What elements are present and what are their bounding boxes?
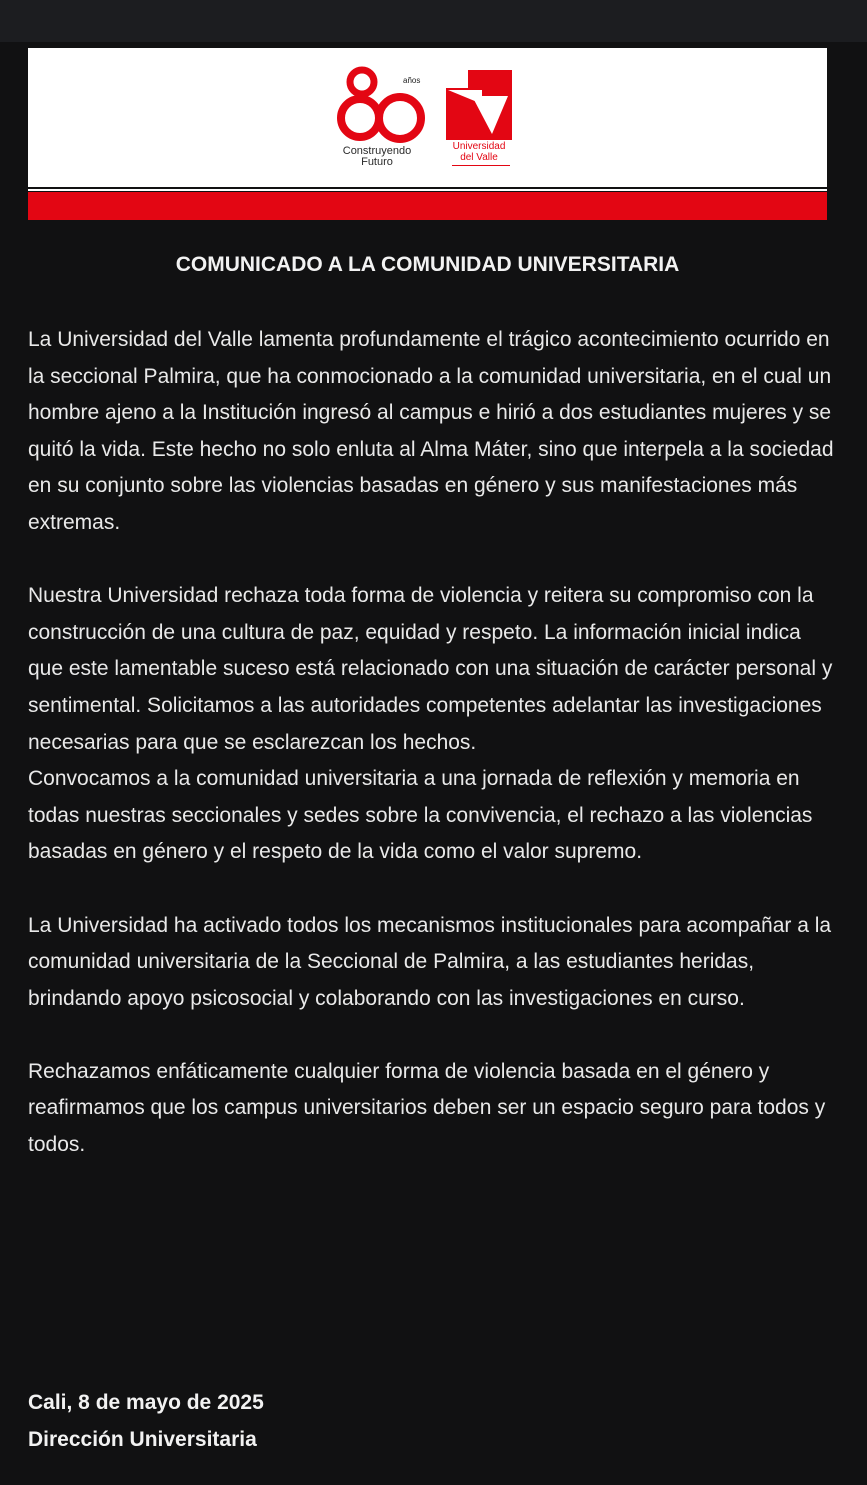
logo-80-years-label: años [403,76,421,85]
logo-80-graphic [337,66,437,148]
document-title: COMUNICADO A LA COMUNIDAD UNIVERSITARIA [175,253,680,276]
universidad-del-valle-logo [442,70,516,174]
univalle-name-line-1: Universidad [452,141,506,152]
univalle-shield-icon [442,70,516,142]
banner-divider [28,189,827,191]
top-status-bar [0,0,867,42]
univalle-name-line-2: del Valle [460,152,498,163]
paragraph-2: Nuestra Universidad rechaza toda forma de violencia y reitera su compromiso con la construcción de una cultura de paz, equidad y respeto. La información inicial indica que este lamentable suceso está relacionado con una situación de carácter personal y sentimental. Solicitamos a las autoridades competentes adelantar las investigaciones necesarias para que se esclarezcan los hechos. [28,584,833,754]
signature: Dirección Universitaria [28,1427,257,1451]
banner-red-stripe [28,192,827,220]
letterhead-banner [28,48,827,220]
paragraph-3: Convocamos a la comunidad universitaria a una jornada de reflexión y memoria en todas nuestras seccionales y sedes sobre la convivencia, el rechazo a las violencias basadas en género y el respeto de la vida como el valor supremo. [28,767,813,864]
anniversary-80-logo [337,66,437,176]
place-date: Cali, 8 de mayo de 2025 [28,1391,264,1414]
logo-80-tagline-1: Construyendo [342,145,412,157]
paragraph-4: La Universidad ha activado todos los mecanismos institucionales para acompañar a la comunidad universitaria de la Seccional de Palmira, a las estudiantes heridas, brindando apoyo psicosocial y colaborando con las investigaciones en curso. [28,913,832,1010]
paragraph-5: Rechazamos enfáticamente cualquier forma de violencia basada en el género y reafirmamos que los campus universitarios deben ser un espacio seguro para todos y todos. [28,1059,826,1157]
univalle-underline [452,165,510,166]
logo-80-tagline-2: Futuro [361,156,393,168]
document-body [28,322,840,1200]
signature-block [28,1385,264,1458]
paragraph-1: La Universidad del Valle lamenta profundamente el trágico acontecimiento ocurrido en la seccional Palmira, que ha conmocionado a la comunidad universitaria, en el cual un hombre ajeno a la Institución ingresó al campus e hirió a dos estudiantes mujeres y se quitó la vida. Este hecho no solo enluta al Alma Máter, sino que interpela a la sociedad en su conjunto sobre las violencias basadas en género y sus manifestaciones más extremas. [28,328,834,534]
